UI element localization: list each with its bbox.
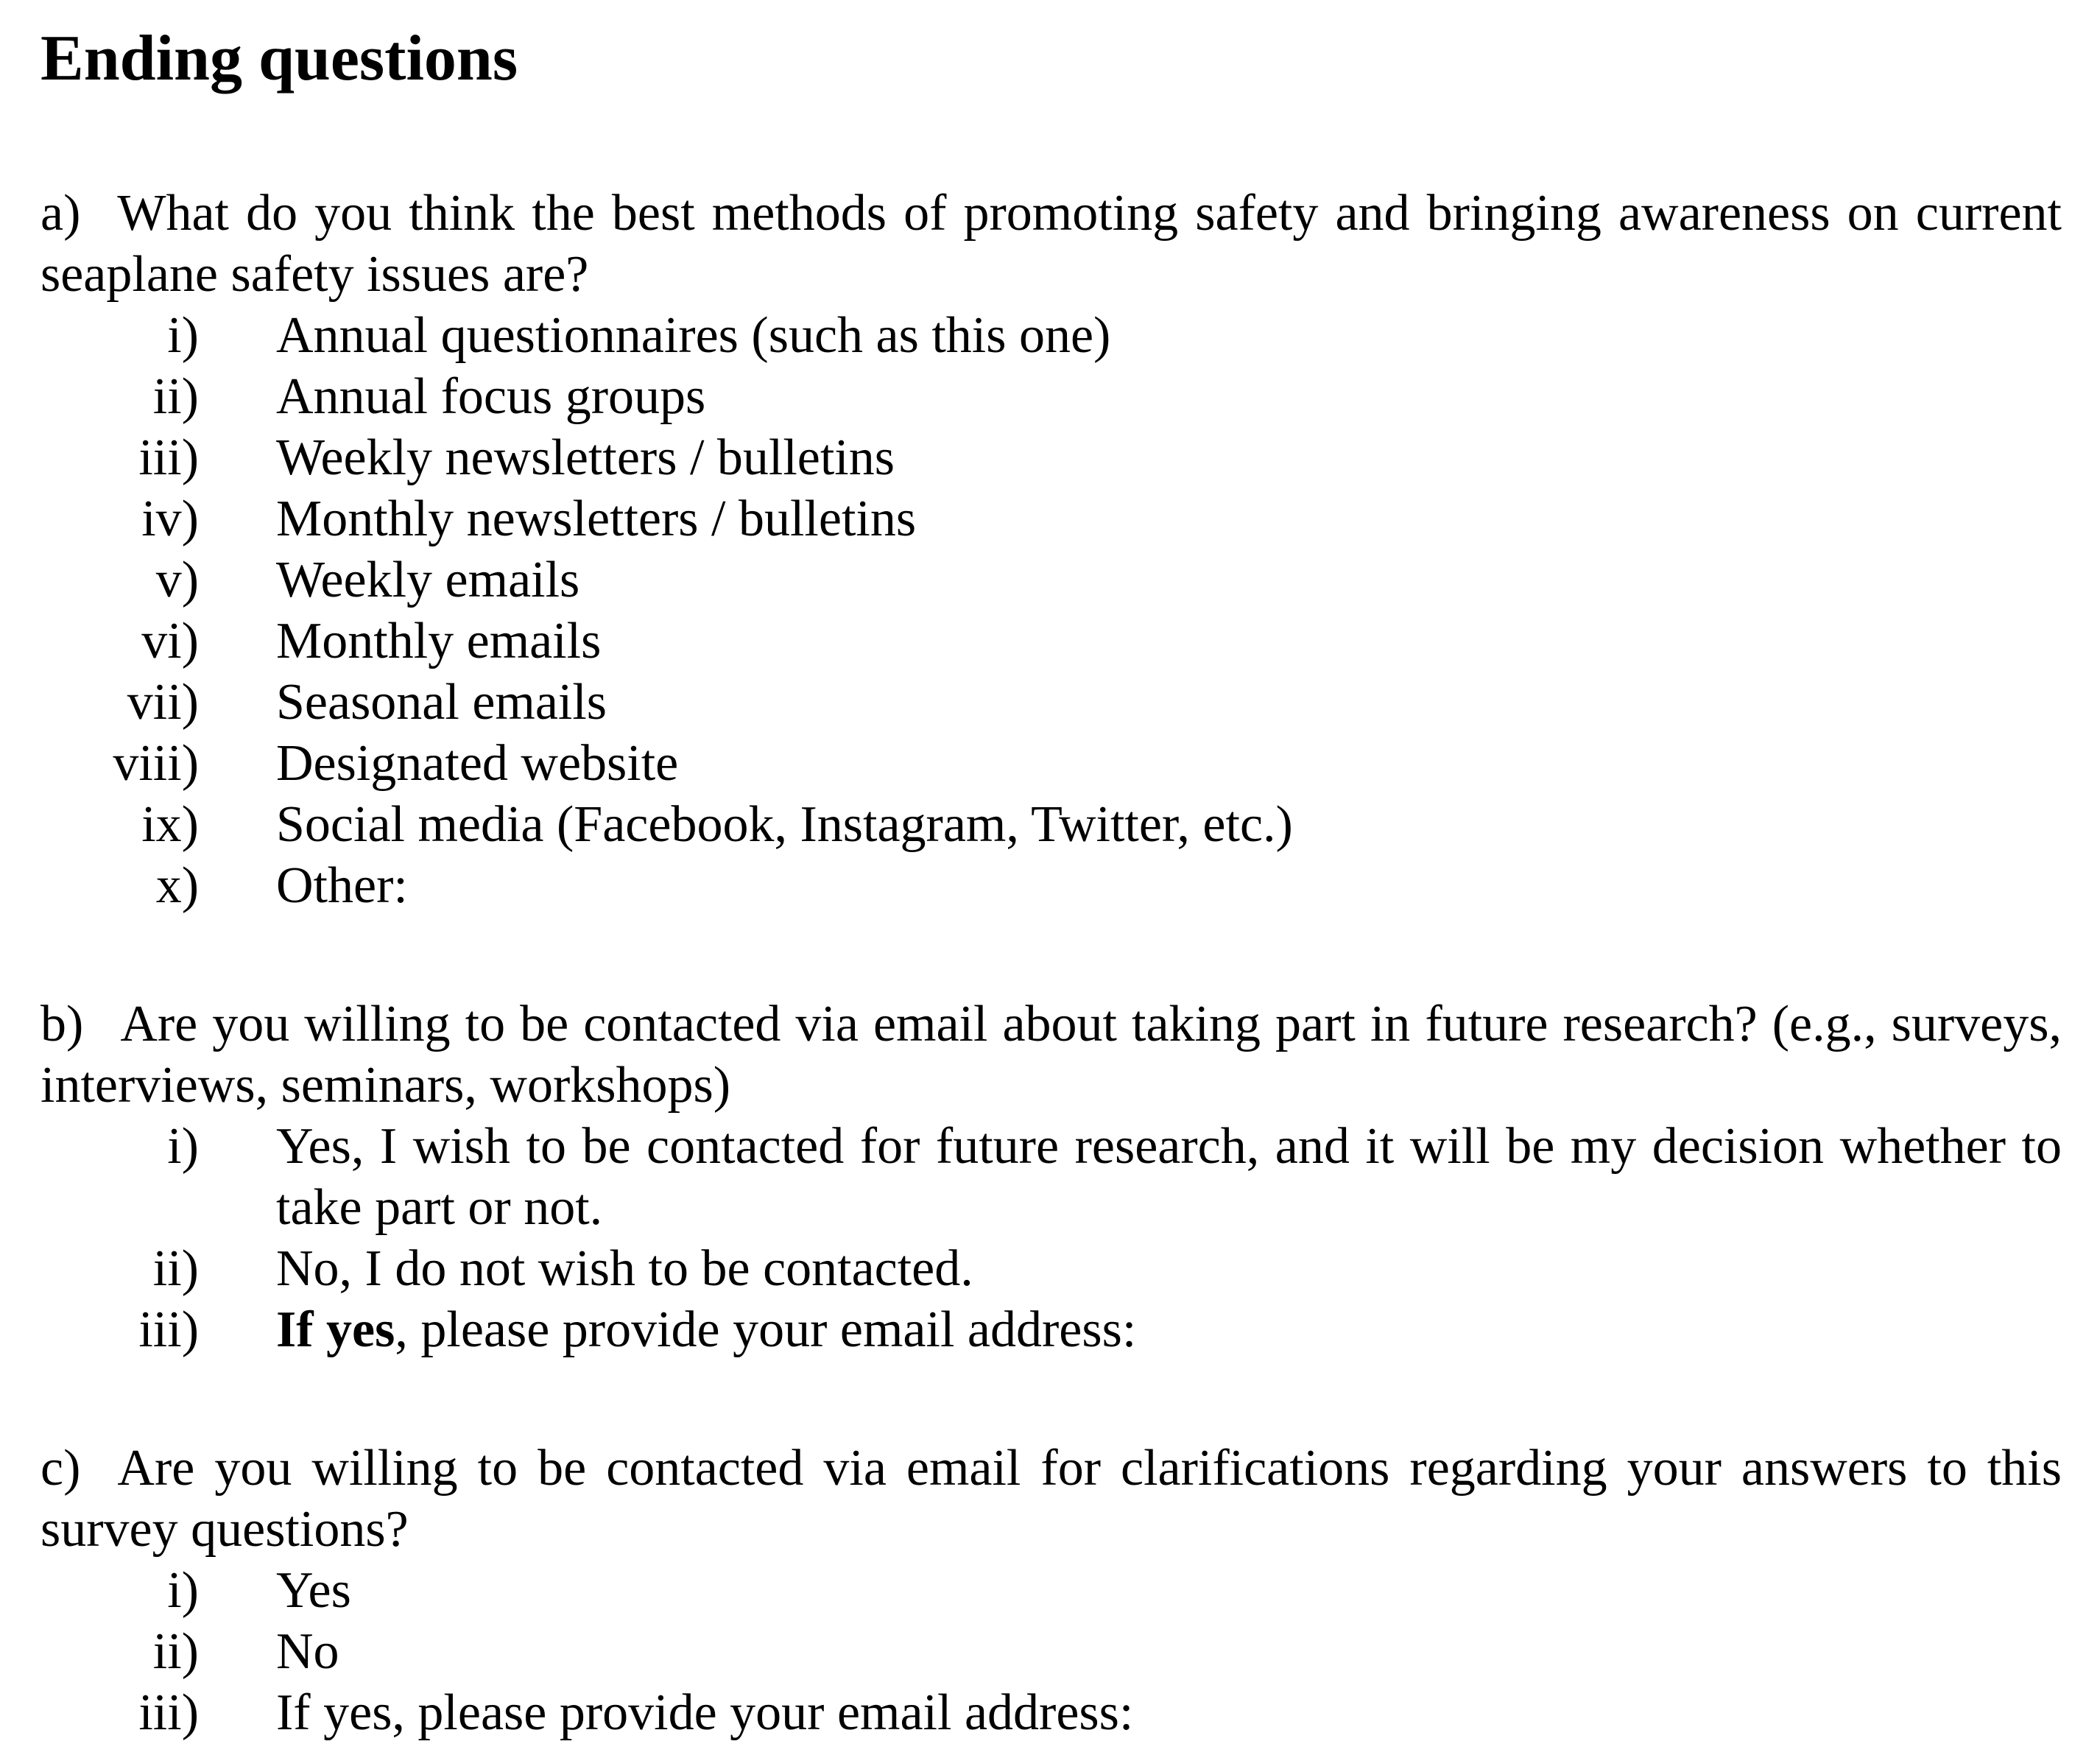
list-item-label [276,1299,2062,1360]
list-item-numeral: i) [167,307,199,364]
question-text: What do you think the best methods of promoting safety and bringing awareness on current seaplane safety issues are? [40,185,2062,303]
list-item-numeral: v) [155,552,199,608]
list-item [40,794,2062,855]
list-item-label: Annual focus groups [276,368,706,425]
list-item [40,366,2062,427]
question-text: Are you willing to be contacted via email about taking part in future research? (e.g., surveys, interviews, seminars, workshops) [40,996,2062,1114]
list-item-label: Monthly newsletters / bulletins [276,491,917,547]
list-item-numeral: i) [167,1118,199,1175]
question-letter: a) [40,185,81,242]
list-item-numeral: ii) [152,1240,199,1297]
if-yes-bold-text: If yes [276,1301,395,1358]
list-item-label: Monthly emails [276,613,602,669]
list-item-label: Yes [276,1562,351,1619]
list-item-label: Annual questionnaires (such as this one) [276,307,1111,364]
answer-list [40,1560,2062,1743]
list-item-numeral: vii) [127,674,199,731]
list-item-numeral: x) [155,857,199,914]
question-letter: c) [40,1440,81,1497]
list-item [40,672,2062,733]
list-item [40,611,2062,672]
list-item-label-rest: , please provide your email address: [395,1301,1137,1358]
list-item-label: Weekly newsletters / bulletins [276,429,895,486]
list-item [40,733,2062,794]
list-item [40,549,2062,611]
question-paragraph [40,183,2062,305]
list-item-numeral: iii) [138,1684,199,1741]
question-section-c [40,1438,2062,1743]
question-text: Are you willing to be contacted via email for clarifications regarding your answers to this survey questions? [40,1440,2062,1558]
list-item-numeral: iv) [141,491,199,547]
list-item-numeral: ix) [141,796,199,853]
list-item-numeral: ii) [152,368,199,425]
list-item-numeral: iii) [138,429,199,486]
list-item [40,305,2062,366]
list-item-label: No [276,1623,339,1680]
question-letter: b) [40,996,84,1052]
list-item-label: Seasonal emails [276,674,607,731]
list-item [40,1560,2062,1621]
list-item-label: Social media (Facebook, Instagram, Twitter, etc.) [276,796,1293,853]
list-item [40,427,2062,488]
list-item-numeral: i) [167,1562,199,1619]
answer-list [40,1116,2062,1360]
list-item-label: If yes, please provide your email address: [276,1684,1134,1741]
question-paragraph [40,1438,2062,1560]
list-item [40,1621,2062,1682]
answer-list [40,305,2062,916]
list-item-label: Weekly emails [276,552,580,608]
list-item [40,1116,2062,1238]
question-section-b [40,994,2062,1360]
question-paragraph [40,994,2062,1116]
list-item [40,488,2062,549]
list-item-label: Yes, I wish to be contacted for future research, and it will be my decision whether to take part or not. [276,1118,2062,1236]
list-item-numeral: vi) [141,613,199,669]
question-section-a [40,183,2062,916]
list-item-numeral: iii) [138,1301,199,1358]
list-item-label: Designated website [276,735,679,792]
page-title: Ending questions [40,23,518,94]
list-item-numeral: ii) [152,1623,199,1680]
list-item [40,855,2062,916]
list-item-label: No, I do not wish to be contacted. [276,1240,973,1297]
list-item [40,1682,2062,1743]
list-item-label: Other: [276,857,408,914]
list-item [40,1299,2062,1360]
list-item [40,1238,2062,1299]
list-item-numeral: viii) [113,735,199,792]
